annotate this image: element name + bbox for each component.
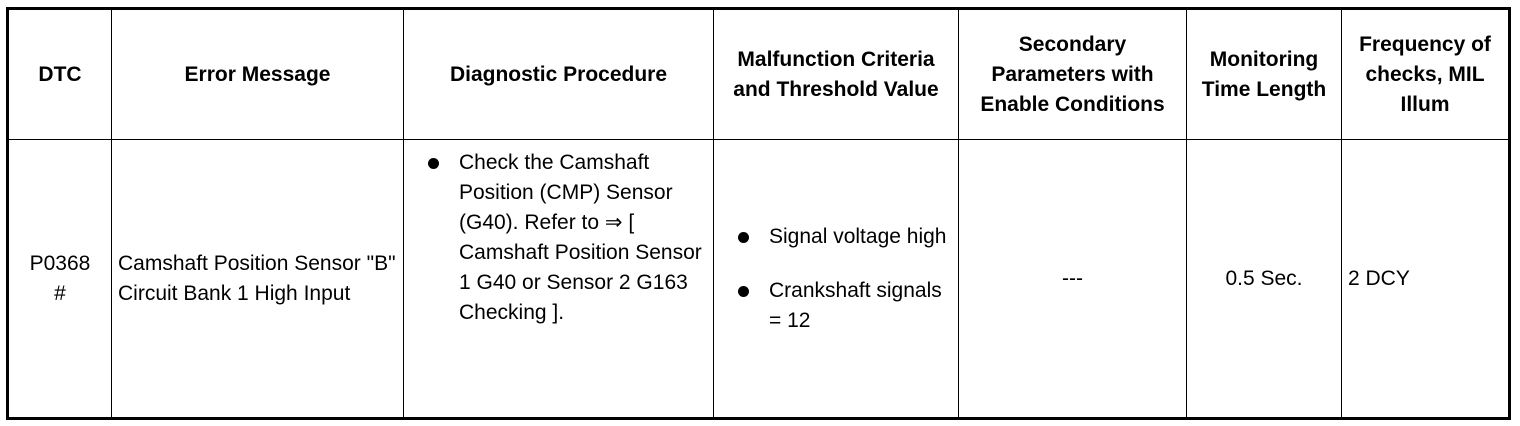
header-dtc: DTC — [8, 9, 112, 140]
table-header-row — [8, 9, 1510, 140]
procedure-text: Check the Camshaft Position (CMP) Sensor (G40). Refer to ⇒ [ Camshaft Position Sensor 1 G40 or Sensor 2 G163 Checking ]. — [459, 151, 702, 324]
criteria-text: Crankshaft signals = 12 — [769, 278, 942, 332]
dtc-table — [6, 7, 1511, 420]
header-monitoring-time: Monitoring Time Length — [1187, 9, 1342, 140]
criteria-list — [714, 222, 958, 336]
cell-diagnostic-procedure — [404, 140, 714, 419]
list-item — [404, 148, 713, 328]
cell-dtc: P0368 # — [8, 140, 112, 419]
cell-frequency: 2 DCY — [1342, 140, 1510, 419]
procedure-list — [404, 148, 713, 328]
header-malfunction-criteria: Malfunction Criteria and Threshold Value — [714, 9, 959, 140]
header-secondary-parameters: Secondary Parameters with Enable Conditions — [959, 9, 1187, 140]
bullet-icon — [738, 286, 749, 297]
cell-error-message: Camshaft Position Sensor "B" Circuit Bank 1 High Input — [112, 140, 404, 419]
header-error-message: Error Message — [112, 9, 404, 140]
cell-monitoring-time: 0.5 Sec. — [1187, 140, 1342, 419]
cell-secondary-parameters: --- — [959, 140, 1187, 419]
header-diagnostic-procedure: Diagnostic Procedure — [404, 9, 714, 140]
criteria-text: Signal voltage high — [769, 224, 947, 248]
header-frequency: Frequency of checks, MIL Illum — [1342, 9, 1510, 140]
list-item — [714, 222, 958, 252]
bullet-icon — [738, 232, 749, 243]
cell-malfunction-criteria — [714, 140, 959, 419]
table-row — [8, 140, 1510, 419]
bullet-icon — [428, 158, 439, 169]
list-item — [714, 276, 958, 336]
